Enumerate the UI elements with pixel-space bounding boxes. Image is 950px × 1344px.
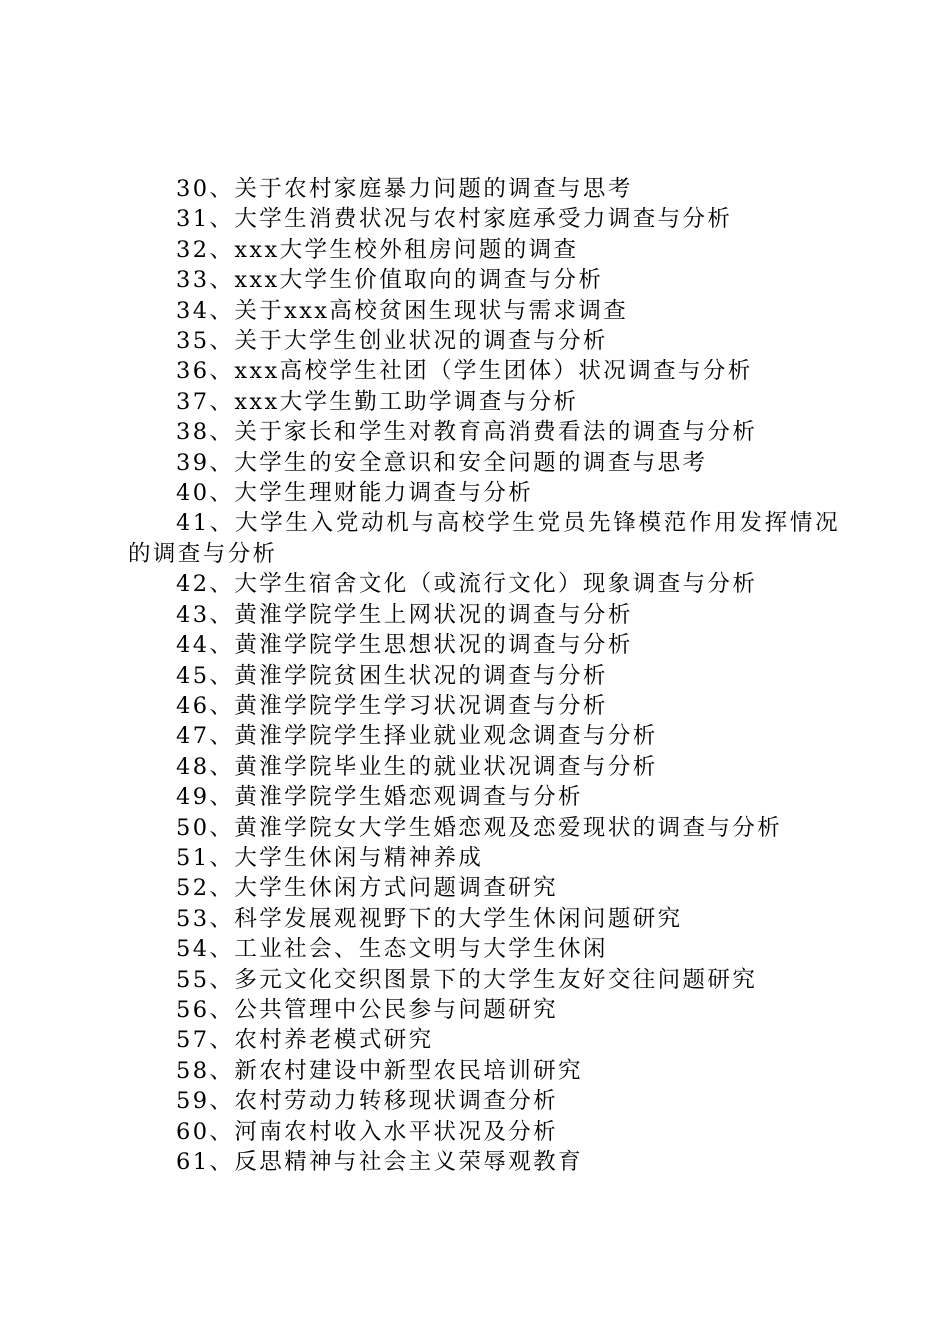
list-item: 43、黄淮学院学生上网状况的调查与分析: [176, 601, 633, 628]
list-item: 31、大学生消费状况与农村家庭承受力调查与分析: [176, 206, 733, 233]
list-item: 52、大学生休闲方式问题调查研究: [176, 875, 559, 902]
list-item: 44、黄淮学院学生思想状况的调查与分析: [176, 632, 633, 659]
list-item: 58、新农村建设中新型农民培训研究: [176, 1057, 583, 1084]
topic-list: [128, 174, 840, 1177]
list-item: 41、大学生入党动机与高校学生党员先锋模范作用发挥情况的调查与分析: [128, 510, 840, 567]
list-item: 61、反思精神与社会主义荣辱观教育: [176, 1149, 583, 1175]
list-item: 59、农村劳动力转移现状调查分析: [176, 1088, 559, 1115]
list-item: 42、大学生宿舍文化（或流行文化）现象调查与分析: [176, 571, 758, 598]
list-item: 40、大学生理财能力调查与分析: [176, 480, 534, 507]
list-item: 45、黄淮学院贫困生状况的调查与分析: [176, 662, 608, 689]
list-item: 56、公共管理中公民参与问题研究: [176, 996, 559, 1023]
list-item: 36、xxx高校学生社团（学生团体）状况调查与分析: [176, 358, 753, 385]
list-item: 50、黄淮学院女大学生婚恋观及恋爱现状的调查与分析: [176, 814, 783, 841]
list-item: 30、关于农村家庭暴力问题的调查与思考: [176, 176, 633, 202]
list-item: 55、多元文化交织图景下的大学生友好交往问题研究: [176, 966, 758, 993]
list-item: 46、黄淮学院学生学习状况调查与分析: [176, 692, 608, 719]
list-item: 49、黄淮学院学生婚恋观调查与分析: [176, 784, 583, 811]
list-item: 33、xxx大学生价值取向的调查与分析: [176, 267, 604, 294]
list-item: 34、关于xxx高校贫困生现状与需求调查: [176, 297, 629, 324]
list-item: 57、农村养老模式研究: [176, 1027, 434, 1054]
list-item: 39、大学生的安全意识和安全问题的调查与思考: [176, 449, 708, 476]
list-item: 51、大学生休闲与精神养成: [176, 844, 484, 871]
list-item: 48、黄淮学院毕业生的就业状况调查与分析: [176, 753, 658, 780]
list-item: 60、河南农村收入水平状况及分析: [176, 1118, 559, 1145]
list-item: 32、xxx大学生校外租房问题的调查: [176, 236, 579, 263]
list-item: 37、xxx大学生勤工助学调查与分析: [176, 388, 579, 415]
list-item: 47、黄淮学院学生择业就业观念调查与分析: [176, 723, 658, 750]
list-item: 38、关于家长和学生对教育高消费看法的调查与分析: [176, 419, 758, 446]
list-item: 53、科学发展观视野下的大学生休闲问题研究: [176, 905, 683, 932]
list-item: 35、关于大学生创业状况的调查与分析: [176, 328, 608, 355]
list-item: 54、工业社会、生态文明与大学生休闲: [176, 936, 608, 963]
